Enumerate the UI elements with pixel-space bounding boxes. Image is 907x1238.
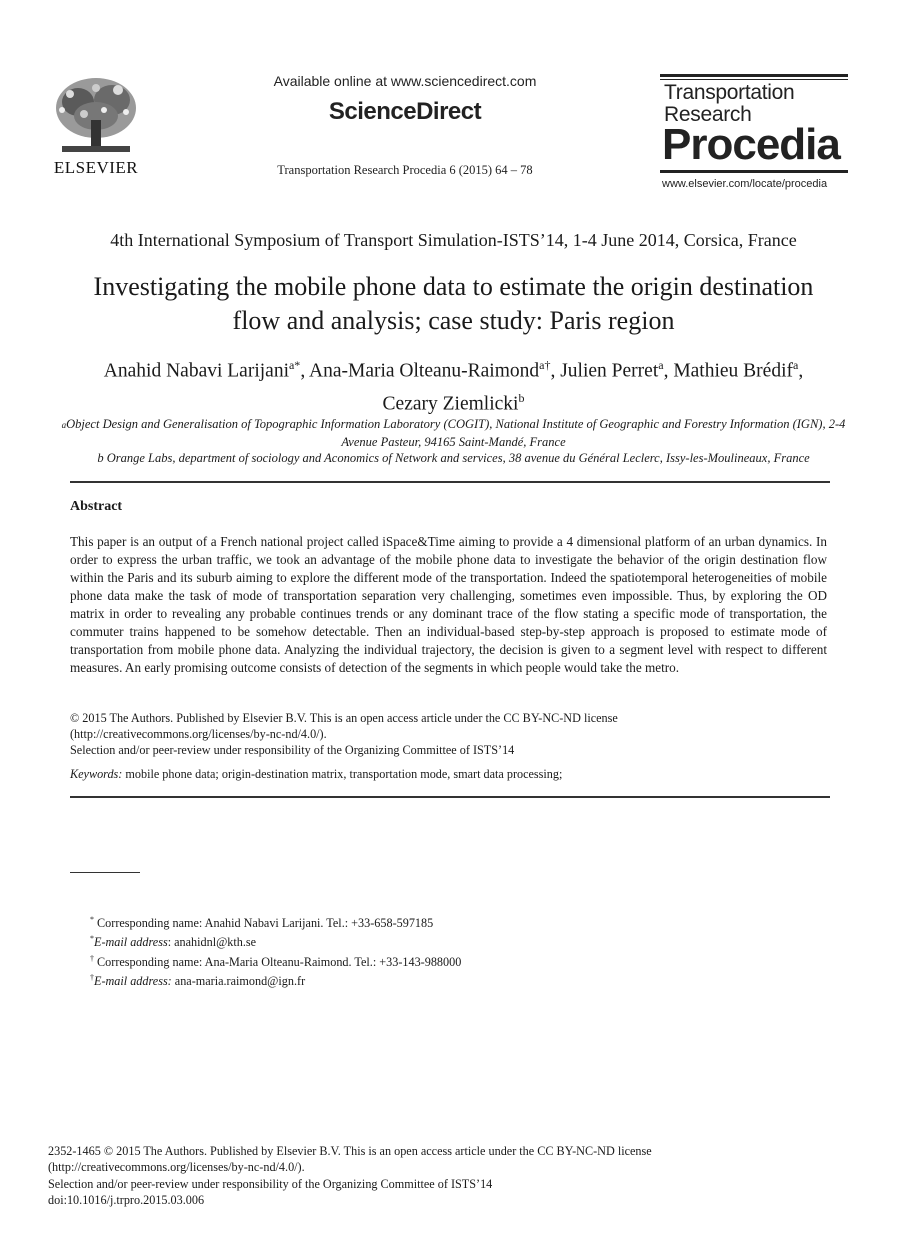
author-name: Mathieu Brédif [673,360,793,382]
bottom-review: Selection and/or peer-review under responsibility of the Organizing Committee of ISTS’14 [48,1176,493,1191]
footnote-rule [70,872,140,873]
journal-logo-line2: Research [664,103,752,126]
bottom-license-link[interactable]: (http://creativecommons.org/licenses/by-nc-nd/4.0/). [48,1160,305,1175]
peer-review-note: Selection and/or peer-review under responsibility of the Organizing Committee of ISTS’14 [70,743,515,757]
license-link[interactable]: (http://creativecommons.org/licenses/by-nc-nd/4.0/). [70,727,327,741]
footnote-label: E-mail address [94,935,168,950]
author-mark: a* [288,358,301,372]
journal-logo-line1: Transportation [664,81,795,104]
footnote-text: Corresponding name: Ana-Maria Olteanu-Raimond. Tel.: +33-143-988000 [97,954,462,969]
footnotes [90,912,790,989]
conference-line: 4th International Symposium of Transport Simulation-ISTS’14, 1-4 June 2014, Corsica, France [110,230,797,250]
elsevier-tree-icon [48,74,144,156]
author-mark: b [518,390,525,405]
author-mark: a [658,358,664,372]
elsevier-logo [48,74,144,178]
copyright-line: © 2015 The Authors. Published by Elsevier B.V. This is an open access article under the CC BY-NC-ND license [70,711,618,725]
footnote-item [90,970,790,989]
divider-bottom [70,796,830,798]
affiliation-a-mark: a [61,420,67,430]
copyright-notice [70,710,827,742]
bottom-copyright: 2352-1465 © 2015 The Authors. Published by Elsevier B.V. This is an open access article under the CC BY-NC-ND license [48,1144,652,1158]
footnote-text: Corresponding name: Anahid Nabavi Larijani. Tel.: +33-658-597185 [97,916,434,931]
author-list: Anahid Nabavi Larijani$^{a*}$, Ana-Maria Olteanu-Raimond$^{a\dagger}$, Julien Perret$^a$, Mathieu Brédif$^a$, Cezary Ziemlicki$^b$ [103,358,804,414]
author-mark: a [793,358,799,372]
keywords [70,766,827,782]
author-name: Ana-Maria Olteanu-Raimond [309,360,540,382]
paper-title: Investigating the mobile phone data to estimate the origin destination flow and analysis; case study: Paris region [93,272,814,335]
keywords-label: Keywords: [70,767,123,781]
footnote-item [90,912,790,931]
affiliation-b: b Orange Labs, department of sociology and Aconomics of Network and services, 38 avenue du Général Leclerc, Issy-les-Moulineaux, France [97,451,810,465]
footnote-mark: † [90,953,94,963]
author-mark: a† [539,358,551,372]
author-name: Cezary Ziemlicki [382,393,519,414]
journal-logo-bottom-rule [660,170,848,173]
journal-logo-top-rule [660,74,848,77]
available-online-text: Available online at www.sciencedirect.com [273,73,537,89]
footnote-item [90,951,790,970]
footnote-text: : anahidnl@kth.se [167,935,257,950]
journal-logo-top-rule-thin [660,79,848,80]
footnote-label: E-mail address: [94,974,172,989]
journal-logo-procedia: Procedia [662,120,840,169]
journal-logo [660,74,850,194]
author-name: Julien Perret [560,360,659,382]
bottom-notice [48,1143,848,1208]
footnote-mark: * [90,934,94,944]
footnote-mark: † [90,973,94,983]
sciencedirect-wordmark: ScienceDirect [328,98,482,125]
footnote-text: ana-maria.raimond@ign.fr [171,974,306,989]
abstract-heading: Abstract [70,499,123,514]
elsevier-wordmark: ELSEVIER [53,158,139,177]
affiliation-a [60,416,847,450]
journal-logo-url: www.elsevier.com/locate/procedia [662,178,828,190]
doi[interactable]: doi:10.1016/j.trpro.2015.03.006 [48,1192,205,1207]
footnote-mark: * [90,915,94,924]
affiliation-a-text: Object Design and Generalisation of Topographic Information Laboratory (COGIT), National Institute of Geographic and Forestry Information (IGN), 2-4 Avenue Pasteur, 94165 Saint-Mandé, France [66,417,846,449]
keywords-text: mobile phone data; origin-destination matrix, transportation mode, smart data processing; [125,767,563,781]
footnote-item [90,931,790,950]
author-name: Anahid Nabavi Larijani [103,360,289,382]
abstract-body: This paper is an output of a French national project called iSpace&Time aiming to provide a 4 dimensional platform of an urban dynamics. In order to express the urban traffic, we took an advantage of the mobile phone data to investigate the behavior of the origin destination flow within the Paris and its suburb aiming to explore the different mode of the transportation. Indeed the spatiotemporal heterogeneities of mobile phone data make the task of mode of transportation separation very challenging, sometimes even impossible. Thus, by exploring the OD matrix in order to revealing any probable continues trends or any dominant trace of the flow stating a specific mode of transportation, the commuter trains happened to be somehow detectable. Then an individual-based step-by-step approach is proposed to estimate mode of transportation from mobile phone data. Analyzing the individual trajectory, the decision is given to a segment level with respect to different measures. An early promising outcome consists of detection of the segments in which people would take the metro. [70,534,827,675]
journal-reference: Transportation Research Procedia 6 (2015) 64 – 78 [277,163,533,177]
affiliations [60,416,847,467]
divider-top [70,481,830,483]
